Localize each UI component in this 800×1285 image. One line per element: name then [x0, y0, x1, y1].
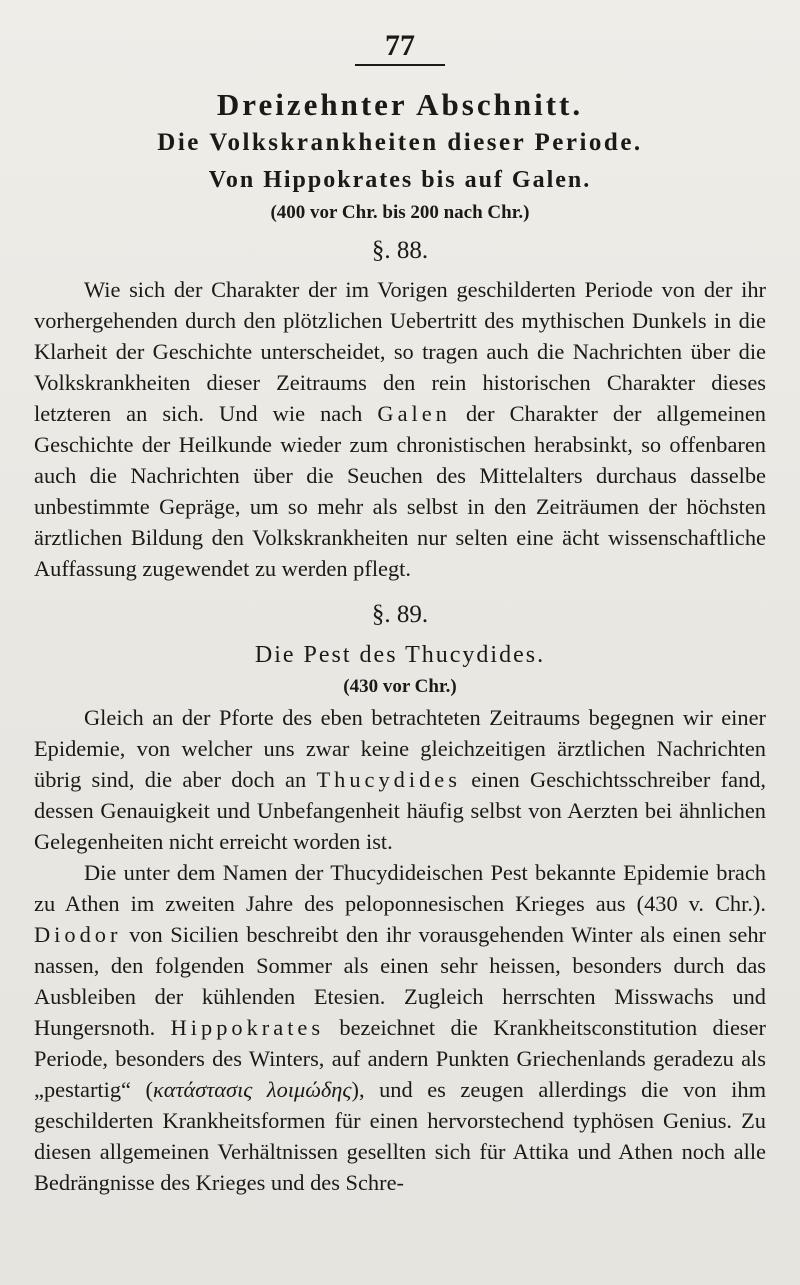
paragraph-89-date: (430 vor Chr.): [343, 676, 457, 697]
paragraph-number-88: §. 88.: [371, 237, 429, 264]
period-range: Von Hippokrates bis auf Galen.: [208, 167, 592, 193]
name-galen: Galen: [377, 401, 451, 426]
name-hippokrates: Hippokrates: [170, 1015, 325, 1040]
name-diodor: Diodor: [34, 922, 122, 947]
name-thucydides: Thucydides: [316, 767, 461, 792]
paragraph-89-text-1: Gleich an der Pforte des eben betrachteten Zeitraums begegnen wir einer Epidemie, von welcher uns zwar keine gleichzeitigen ärztlichen Nachrichten übrig sind, die aber doch an Thucydides einen Geschichtsschreiber fand, dessen Genauigkeit und Unbefangenheit häufig selbst von Aerzten bei ähnlichen Gelegenheiten nicht erreicht worden ist.: [34, 705, 766, 854]
greek-phrase: κατάστασις λοιμώδης: [152, 1077, 352, 1102]
paragraph-number-89: §. 89.: [371, 601, 429, 628]
page-number: 77: [34, 28, 766, 80]
section-title: Dreizehnter Abschnitt.: [216, 87, 584, 122]
paragraph-89-title: Die Pest des Thucydides.: [254, 642, 546, 668]
period-dates: (400 vor Chr. bis 200 nach Chr.): [270, 202, 530, 223]
paragraph-88-text: Wie sich der Charakter der im Vorigen geschilderten Periode von der ihr vorhergehenden durch den plötzlichen Uebertritt des mythischen Dunkels in die Klarheit der Geschichte unterscheidet, so tragen auch die Nachrichten über die Volkskrankheiten dieser Zeitraums den rein historischen Charakter dieses letzteren an sich. Und wie nach Galen der Charakter der allgemeinen Geschichte der Heilkunde wieder zum chronistischen herabsinkt, so offenbaren auch die Nachrichten über die Seuchen des Mittelalters durchaus dasselbe unbestimmte Gepräge, um so mehr als selbst in den Zeiträumen der höchsten ärztlichen Bildung den Volkskrankheiten nur selten eine ächt wissenschaftliche Auffassung zugewendet zu werden pflegt.: [34, 277, 766, 581]
section-subtitle: Die Volkskrankheiten dieser Periode.: [157, 129, 643, 156]
paragraph-89-text-2: Die unter dem Namen der Thucydideischen Pest bekannte Epidemie brach zu Athen im zweiten Jahre des peloponnesischen Krieges aus (430 v. Chr.). Diodor von Sicilien beschreibt den ihr vorausgehenden Winter als einen sehr nassen, den folgenden Sommer als einen sehr heissen, besonders durch das Ausbleiben der kühlenden Etesien. Zugleich herrschten Misswachs und Hungersnoth. Hippokrates bezeichnet die Krankheitsconstitution dieser Periode, besonders des Winters, auf andern Punkten Griechenlands geradezu als „pestartig“ (κατάστασις λοιμώδης), und es zeugen allerdings die von ihm geschilderten Krankheitsformen für einen hervorstechend typhösen Genius. Zu diesen allgemeinen Verhältnissen gesellten sich für Attika und Athen noch alle Bedrängnisse des Krieges und des Schre-: [34, 860, 766, 1195]
